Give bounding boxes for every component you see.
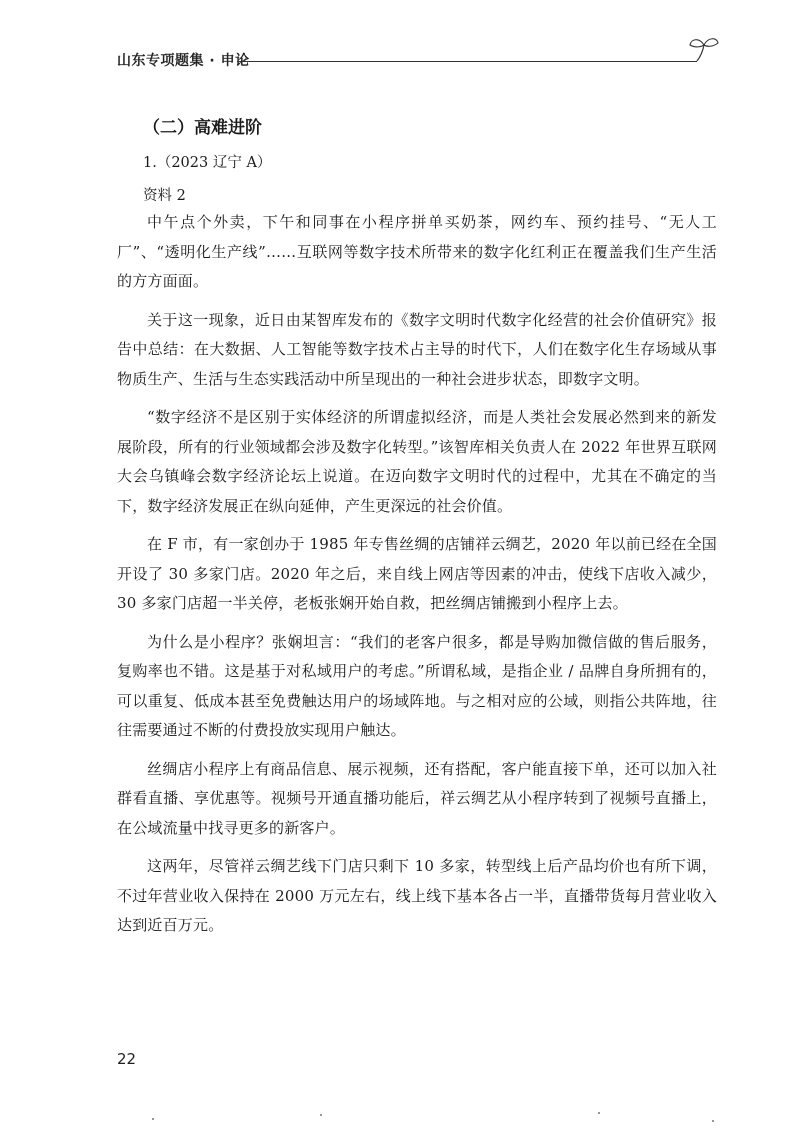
paragraph: 在 F 市，有一家创办于 1985 年专售丝绸的店铺祥云绸艺，2020 年以前已经在全国开设了 30 多家门店。2020 年之后，来自线上网店等因素的冲击，使线下店收入减少，30 多家门店超一半关停，老板张娴开始自救，把丝绸店铺搬到小程序上去。 (117, 535, 717, 612)
page-number: 22 (117, 1050, 137, 1068)
paragraph: “数字经济不是区别于实体经济的所谓虚拟经济，而是人类社会发展必然到来的新发展阶段，所有的行业领域都会涉及数字化转型。”该智库相关负责人在 2022 年世界互联网大会乌镇峰会数字经济论坛上说道。在迈向数字文明时代的过程中，尤其在不确定的当下，数字经济发展正在纵向延伸，产生更深远的社会价值。 (117, 408, 717, 515)
material-body (117, 208, 717, 950)
question-number: 1.（2023 辽宁 A） (143, 155, 272, 171)
scan-speck (598, 1112, 600, 1114)
header-title: 山东专项题集 · 申论 (117, 53, 250, 69)
header-rule (237, 61, 697, 62)
paragraph: 为什么是小程序？张娴坦言：“我们的老客户很多，都是导购加微信做的售后服务，复购率也不错。这是基于对私域用户的考虑。”所谓私域，是指企业 / 品牌自身所拥有的，可以重复、低成本甚至免费触达用户的场域阵地。与之相对应的公域，则指公共阵地，往往需要通过不断的付费投放实现用户触达。 (117, 632, 717, 739)
scan-speck (712, 1120, 714, 1122)
paragraph: 这两年，尽管祥云绸艺线下门店只剩下 10 多家，转型线上后产品均价也有所下调，不过年营业收入保持在 2000 万元左右，线上线下基本各占一半，直播带货每月营业收入达到近百万元。 (117, 857, 717, 934)
running-header (117, 50, 717, 80)
scan-speck (320, 1114, 322, 1116)
paragraph: 丝绸店小程序上有商品信息、展示视频，还有搭配，客户能直接下单，还可以加入社群看直播、享优惠等。视频号开通直播功能后，祥云绸艺从小程序转到了视频号直播上，在公域流量中找寻更多的新客户。 (117, 759, 717, 837)
scan-speck (152, 1118, 154, 1120)
paragraph: 关于这一现象，近日由某智库发布的《数字文明时代数字化经营的社会价值研究》报告中总结：在大数据、人工智能等数字技术占主导的时代下，人们在数字化生存场域从事物质生产、生活与生态实践活动中所呈现出的一种社会进步状态，即数字文明。 (117, 310, 717, 388)
sprout-icon (687, 34, 721, 64)
section-heading: （二）高难进阶 (143, 118, 262, 138)
material-label: 资料 2 (143, 188, 186, 204)
paragraph: 中午点个外卖，下午和同事在小程序拼单买奶茶，网约车、预约挂号、“无人工厂”、“透明化生产线”……互联网等数字技术所带来的数字化红利正在覆盖我们生产生活的方方面面。 (117, 213, 717, 290)
